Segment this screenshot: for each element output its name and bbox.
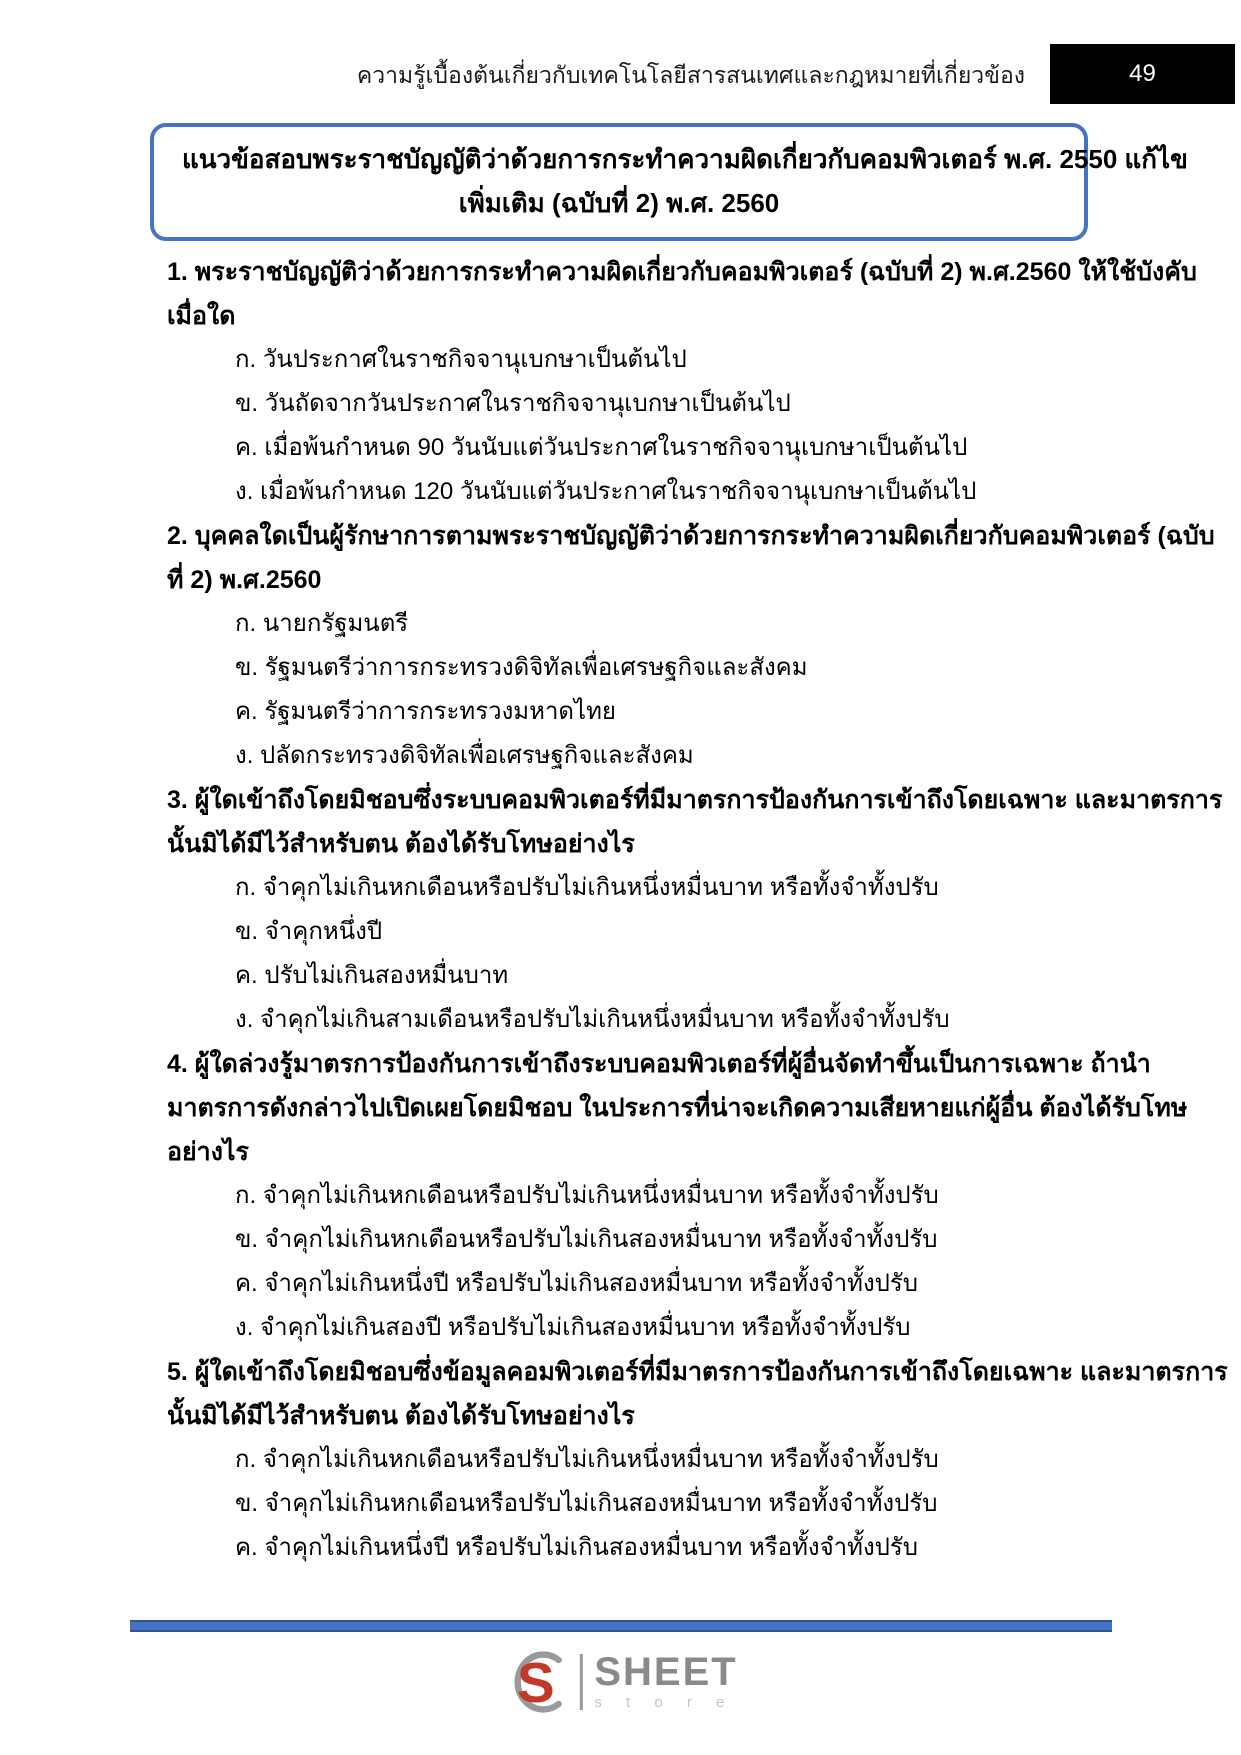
answer-option: ก. จำคุกไม่เกินหกเดือนหรือปรับไม่เกินหนึ่งหมื่นบาท หรือทั้งจำทั้งปรับ	[235, 1446, 939, 1473]
answer-option: ค. รัฐมนตรีว่าการกระทรวงมหาดไทย	[235, 698, 616, 725]
question-text-line: นั้นมิได้มีไว้สำหรับตน ต้องได้รับโทษอย่างไร	[167, 1402, 635, 1430]
page-number: 49	[1129, 60, 1156, 87]
answer-option: ง. จำคุกไม่เกินสามเดือนหรือปรับไม่เกินหนึ่งหมื่นบาท หรือทั้งจำทั้งปรับ	[235, 1006, 950, 1033]
answer-option: ง. เมื่อพ้นกำหนด 120 วันนับแต่วันประกาศในราชกิจจานุเบกษาเป็นต้นไป	[235, 478, 977, 505]
answer-option: ข. จำคุกไม่เกินหกเดือนหรือปรับไม่เกินสองหมื่นบาท หรือทั้งจำทั้งปรับ	[235, 1490, 938, 1517]
answer-option: ค. ปรับไม่เกินสองหมื่นบาท	[235, 962, 509, 989]
answer-option: ข. จำคุกไม่เกินหกเดือนหรือปรับไม่เกินสองหมื่นบาท หรือทั้งจำทั้งปรับ	[235, 1226, 938, 1253]
brand-name: SHEET	[594, 1650, 738, 1694]
answer-option: ค. จำคุกไม่เกินหนึ่งปี หรือปรับไม่เกินสองหมื่นบาท หรือทั้งจำทั้งปรับ	[235, 1270, 919, 1297]
question-text-line: 4. ผู้ใดล่วงรู้มาตรการป้องกันการเข้าถึงระบบคอมพิวเตอร์ที่ผู้อื่นจัดทำขึ้นเป็นการเฉพาะ ถ้านำ	[167, 1050, 1151, 1078]
question-block	[167, 514, 1215, 778]
answer-option: ก. วันประกาศในราชกิจจานุเบกษาเป็นต้นไป	[235, 346, 687, 373]
exam-title-box	[150, 123, 1188, 241]
answer-option: ง. ปลัดกระทรวงดิจิทัลเพื่อเศรษฐกิจและสังคม	[235, 742, 694, 769]
question-text-line: เมื่อใด	[167, 302, 236, 330]
question-text-line: 2. บุคคลใดเป็นผู้รักษาการตามพระราชบัญญัติว่าด้วยการกระทำความผิดเกี่ยวกับคอมพิวเตอร์ (ฉบับ	[167, 522, 1215, 550]
sheet-store-s-icon	[503, 1645, 567, 1719]
page-number-tab	[1050, 44, 1235, 104]
question-text-line: 1. พระราชบัญญัติว่าด้วยการกระทำความผิดเกี่ยวกับคอมพิวเตอร์ (ฉบับที่ 2) พ.ศ.2560 ให้ใช้บังคับ	[167, 258, 1197, 286]
footer-divider-bar	[130, 1620, 1112, 1632]
question-text-line: 3. ผู้ใดเข้าถึงโดยมิชอบซึ่งระบบคอมพิวเตอร์ที่มีมาตรการป้องกันการเข้าถึงโดยเฉพาะ และมาตรการ	[167, 786, 1223, 814]
question-block	[167, 1042, 1188, 1350]
answer-option: ข. รัฐมนตรีว่าการกระทรวงดิจิทัลเพื่อเศรษฐกิจและสังคม	[235, 654, 808, 681]
question-text-line: ที่ 2) พ.ศ.2560	[167, 566, 322, 594]
svg-text:S: S	[516, 1652, 555, 1716]
exam-title-line-1: แนวข้อสอบพระราชบัญญัติว่าด้วยการกระทำความผิดเกี่ยวกับคอมพิวเตอร์ พ.ศ. 2550 แก้ไข	[182, 144, 1188, 174]
question-block	[167, 250, 1197, 514]
brand-text	[594, 1652, 737, 1712]
question-block	[167, 1350, 1228, 1570]
answer-option: ก. จำคุกไม่เกินหกเดือนหรือปรับไม่เกินหนึ่งหมื่นบาท หรือทั้งจำทั้งปรับ	[235, 1182, 939, 1209]
brand-subtitle: s t o r e	[594, 1694, 735, 1711]
question-text-line: อย่างไร	[167, 1138, 249, 1166]
header-title: ความรู้เบื้องต้นเกี่ยวกับเทคโนโลยีสารสนเทศและกฎหมายที่เกี่ยวข้อง	[356, 62, 1025, 88]
brand-logo	[503, 1645, 737, 1719]
answer-option: ค. จำคุกไม่เกินหนึ่งปี หรือปรับไม่เกินสองหมื่นบาท หรือทั้งจำทั้งปรับ	[235, 1534, 919, 1561]
answer-option: ค. เมื่อพ้นกำหนด 90 วันนับแต่วันประกาศในราชกิจจานุเบกษาเป็นต้นไป	[235, 434, 968, 461]
answer-option: ง. จำคุกไม่เกินสองปี หรือปรับไม่เกินสองหมื่นบาท หรือทั้งจำทั้งปรับ	[235, 1314, 911, 1341]
question-text-line: นั้นมิได้มีไว้สำหรับตน ต้องได้รับโทษอย่างไร	[167, 830, 635, 858]
answer-option: ก. จำคุกไม่เกินหกเดือนหรือปรับไม่เกินหนึ่งหมื่นบาท หรือทั้งจำทั้งปรับ	[235, 874, 939, 901]
exam-title-line-2: เพิ่มเติม (ฉบับที่ 2) พ.ศ. 2560	[458, 188, 780, 218]
questions-list	[167, 250, 1228, 1570]
answer-option: ก. นายกรัฐมนตรี	[235, 610, 409, 637]
brand-divider	[579, 1654, 582, 1710]
answer-option: ข. จำคุกหนึ่งปี	[235, 918, 383, 945]
question-text-line: 5. ผู้ใดเข้าถึงโดยมิชอบซึ่งข้อมูลคอมพิวเตอร์ที่มีมาตรการป้องกันการเข้าถึงโดยเฉพาะ และมาตรการ	[167, 1358, 1228, 1386]
answer-option: ข. วันถัดจากวันประกาศในราชกิจจานุเบกษาเป็นต้นไป	[235, 390, 791, 417]
question-text-line: มาตรการดังกล่าวไปเปิดเผยโดยมิชอบ ในประการที่น่าจะเกิดความเสียหายแก่ผู้อื่น ต้องได้รับโทษ	[167, 1094, 1188, 1122]
question-block	[167, 778, 1223, 1042]
